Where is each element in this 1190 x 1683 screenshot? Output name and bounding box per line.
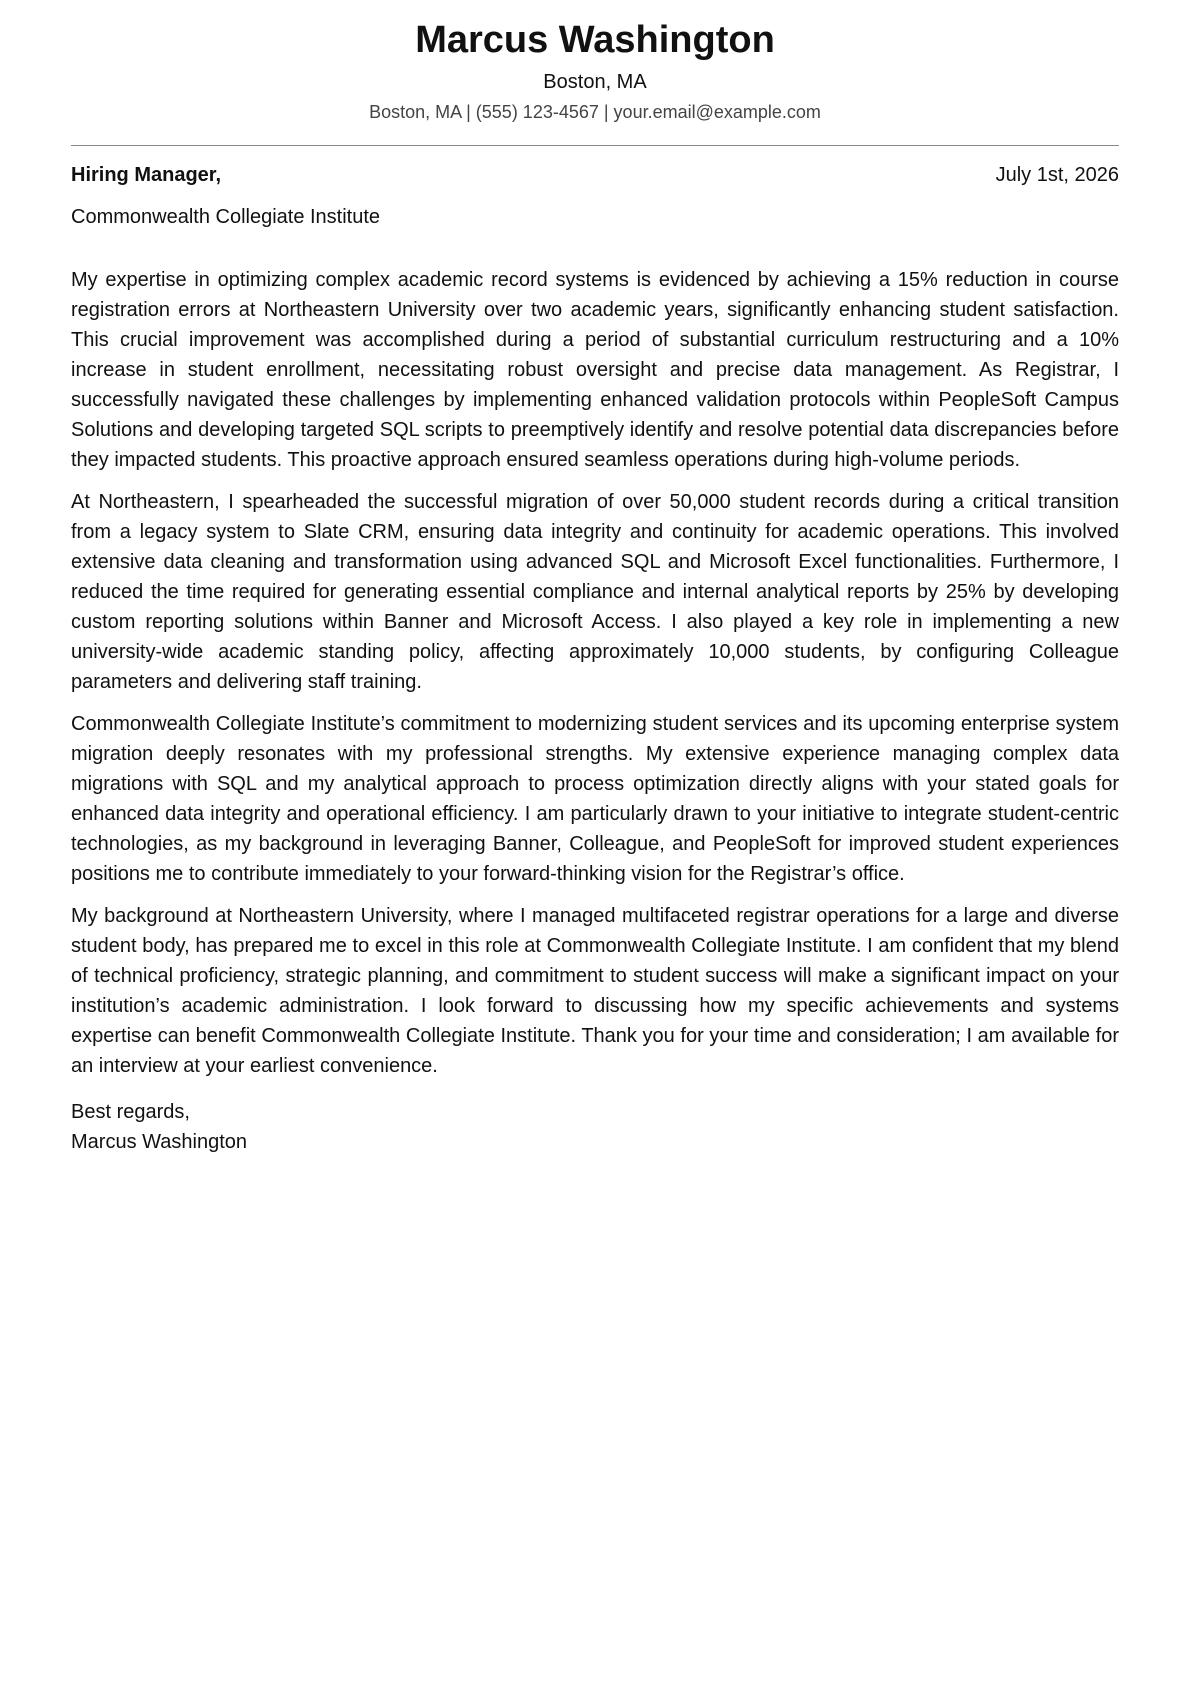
salutation-row [71,161,1119,189]
body-paragraph: At Northeastern, I spearheaded the successful migration of over 50,000 student records during a critical transition from a legacy system to Slate CRM, ensuring data integrity and continuity for academic operations. This involved extensive data cleaning and transformation using advanced SQL and Microsoft Excel functionalities. Furthermore, I reduced the time required for generating essential compliance and internal analytical reports by 25% by developing custom reporting solutions within Banner and Microsoft Access. I also played a key role in implementing a new university-wide academic standing policy, affecting approximately 10,000 students, by configuring Colleague parameters and delivering staff training. [71,491,1119,693]
closing-phrase: Best regards, [71,1101,190,1123]
applicant-location: Boston, MA [543,71,647,93]
letter-date: July 1st, 2026 [995,164,1119,186]
contact-line: Boston, MA | (555) 123-4567 | your.email@example.com [369,102,821,122]
recipient-institution: Commonwealth Collegiate Institute [71,206,381,228]
letter-header [71,0,1119,125]
applicant-name: Marcus Washington [415,19,775,61]
letter-body [71,265,1119,1081]
body-paragraph: My expertise in optimizing complex academic record systems is evidenced by achieving a 15% reduction in course registration errors at Northeastern University over two academic years, significantly enhancing student satisfaction. This crucial improvement was accomplished during a period of substantial curriculum restructuring and a 10% increase in student enrollment, necessitating robust oversight and precise data management. As Registrar, I successfully navigated these challenges by implementing enhanced validation protocols within PeopleSoft Campus Solutions and developing targeted SQL scripts to preemptively identify and resolve potential data discrepancies before they impacted students. This proactive approach ensured seamless operations during high-volume periods. [71,269,1119,471]
body-paragraph: My background at Northeastern University, where I managed multifaceted registrar operations for a large and diverse student body, has prepared me to excel in this role at Commonwealth Collegiate Institute. I am confident that my blend of technical proficiency, strategic planning, and commitment to student success will make a significant impact on your institution’s academic administration. I look forward to discussing how my specific achievements and systems expertise can benefit Commonwealth Collegiate Institute. Thank you for your time and consideration; I am available for an interview at your earliest convenience. [71,905,1119,1077]
letter-closing [71,1097,1119,1157]
recipient-salutation: Hiring Manager, [71,164,222,186]
header-divider [71,145,1119,146]
signature-name: Marcus Washington [71,1131,247,1153]
body-paragraph: Commonwealth Collegiate Institute’s commitment to modernizing student services and its upcoming enterprise system migration deeply resonates with my professional strengths. My extensive experience managing complex data migrations with SQL and my analytical approach to process optimization directly aligns with your stated goals for enhanced data integrity and operational efficiency. I am particularly drawn to your initiative to integrate student-centric technologies, as my background in leveraging Banner, Colleague, and PeopleSoft for improved student experiences positions me to contribute immediately to your forward-thinking vision for the Registrar’s office. [71,713,1119,885]
